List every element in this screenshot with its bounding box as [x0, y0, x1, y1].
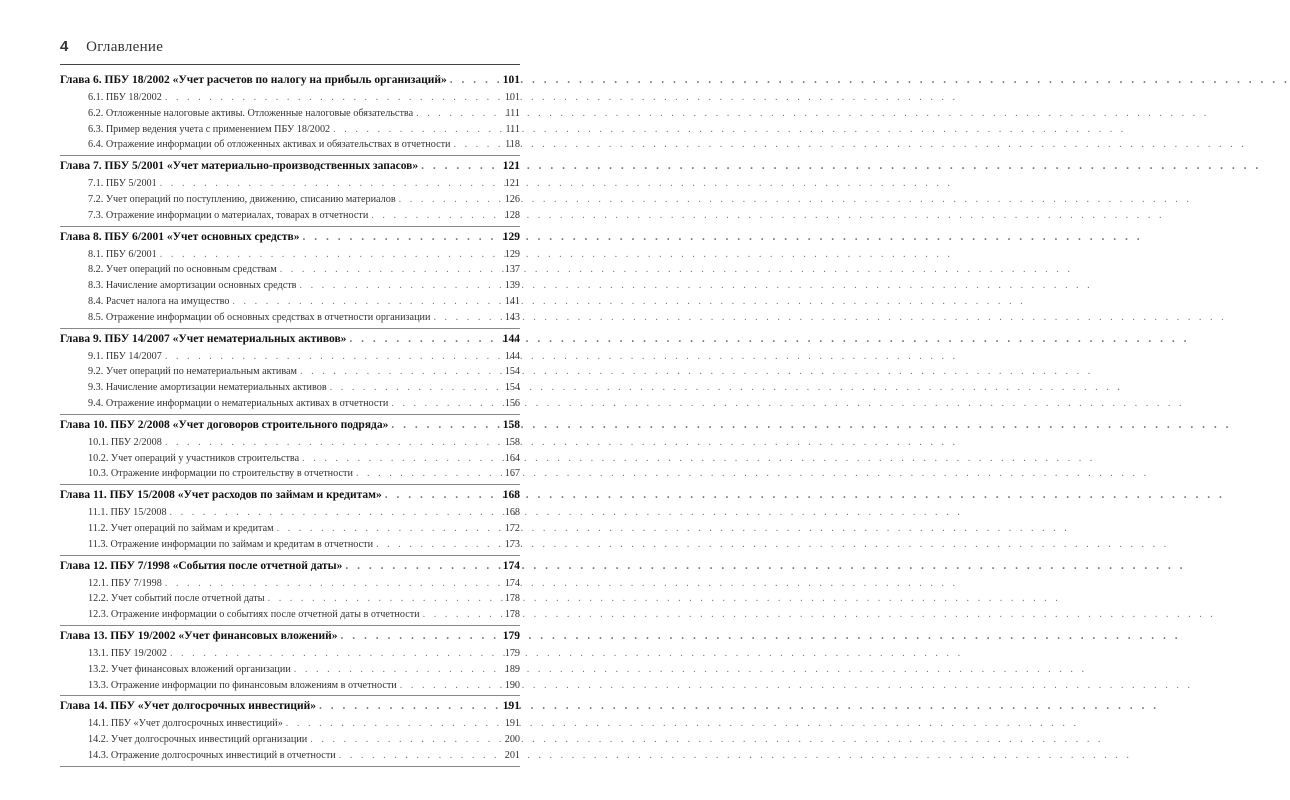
dot-leader [400, 678, 497, 694]
section-entry[interactable] [60, 278, 520, 294]
section-page: 139 [504, 280, 520, 292]
chapter-entry[interactable] [60, 485, 520, 505]
chapter-entry[interactable] [60, 696, 520, 716]
section-list [60, 247, 520, 326]
chapter-page: 174 [502, 559, 520, 572]
toc-chapter-6 [60, 70, 520, 156]
section-page: 168 [504, 507, 520, 519]
section-page: 179 [504, 647, 520, 659]
chapter-entry[interactable] [60, 329, 520, 349]
dot-leader [433, 310, 497, 326]
section-title: 6.3. Пример ведения учета с применением ПБУ 18/2002 [88, 123, 331, 135]
toc-chapter-13 [60, 626, 520, 696]
section-entry[interactable] [60, 90, 520, 106]
section-title: 11.2. Учет операций по займам и кредитам [88, 522, 274, 534]
section-title: 14.1. ПБУ «Учет долгосрочных инвестиций» [88, 718, 283, 730]
section-page: 121 [504, 178, 520, 190]
dot-leader [399, 192, 497, 208]
chapter-title: Глава 9. ПБУ 14/2007 «Учет нематериальных активов» [60, 332, 347, 345]
section-page: 156 [504, 397, 520, 409]
section-title: 9.2. Учет операций по нематериальным активам [88, 366, 298, 378]
section-entry[interactable] [60, 262, 520, 278]
dot-leader [349, 329, 497, 349]
section-page: 164 [504, 452, 520, 464]
section-entry[interactable] [60, 396, 520, 412]
chapter-title: Глава 13. ПБУ 19/2002 «Учет финансовых вложений» [60, 629, 338, 642]
dot-leader [450, 70, 497, 90]
section-page: 126 [504, 193, 520, 205]
section-title: 6.4. Отражение информации об отложенных активах и обязательствах в отчетности [88, 139, 451, 151]
section-entry[interactable] [60, 176, 520, 192]
dot-leader [356, 466, 497, 482]
section-page: 129 [504, 248, 520, 260]
dot-leader [165, 349, 497, 365]
section-entry[interactable] [60, 208, 520, 224]
dot-leader [165, 435, 497, 451]
dot-leader [170, 505, 497, 521]
section-page: 178 [504, 593, 520, 605]
section-entry[interactable] [60, 466, 520, 482]
dot-leader [160, 176, 497, 192]
dot-leader [303, 227, 497, 247]
section-title: 6.2. Отложенные налоговые активы. Отложенные налоговые обязательства [88, 107, 414, 119]
section-title: 10.1. ПБУ 2/2008 [88, 436, 162, 448]
section-page: 101 [504, 92, 520, 103]
section-page: 200 [504, 734, 520, 746]
dot-leader [391, 415, 497, 435]
chapter-entry[interactable] [60, 227, 520, 247]
section-page: 137 [504, 264, 520, 276]
section-entry[interactable] [60, 364, 520, 380]
section-title: 7.2. Учет операций по поступлению, движению, списанию материалов [88, 193, 396, 205]
dot-leader [299, 278, 497, 294]
chapter-title: Глава 10. ПБУ 2/2008 «Учет договоров строительного подряда» [60, 418, 389, 431]
section-page: 191 [504, 718, 520, 730]
section-entry[interactable] [60, 435, 520, 451]
section-entry[interactable] [60, 380, 520, 396]
section-title: 8.2. Учет операций по основным средствам [88, 264, 277, 276]
chapter-title: Глава 14. ПБУ «Учет долгосрочных инвестиций» [60, 700, 317, 713]
section-title: 13.3. Отражение информации по финансовым вложениям в отчетности [88, 679, 397, 691]
dot-leader [300, 364, 497, 380]
section-list [60, 505, 520, 552]
chapter-page: 129 [502, 230, 520, 243]
toc-chapter-9 [60, 329, 520, 415]
header-rule [60, 64, 520, 65]
section-page: 174 [504, 577, 520, 589]
section-title: 11.3. Отражение информации по займам и кредитам в отчетности [88, 538, 374, 550]
section-entry[interactable] [60, 521, 520, 537]
section-entry[interactable] [60, 537, 520, 553]
dot-leader [385, 485, 497, 505]
chapter-title: Глава 8. ПБУ 6/2001 «Учет основных средств» [60, 230, 300, 243]
dot-leader [310, 732, 497, 748]
dot-leader [165, 576, 497, 592]
section-page: 144 [504, 350, 520, 362]
section-title: 14.3. Отражение долгосрочных инвестиций в отчетности [88, 749, 336, 761]
section-page: 158 [504, 436, 520, 448]
chapter-page: 179 [502, 629, 520, 642]
section-title: 12.2. Учет событий после отчетной даты [88, 593, 265, 605]
section-title: 7.3. Отражение информации о материалах, товарах в отчетности [88, 209, 369, 221]
running-title: Оглавление [86, 39, 164, 55]
section-title: 9.1. ПБУ 14/2007 [88, 350, 162, 362]
section-title: 10.2. Учет операций у участников строительства [88, 452, 300, 464]
toc-chapter-11 [60, 485, 520, 555]
chapter-page: 191 [502, 700, 520, 713]
chapter-entry[interactable] [60, 70, 520, 90]
dot-leader [280, 262, 497, 278]
chapter-entry[interactable] [60, 626, 520, 646]
dot-leader [341, 626, 498, 646]
section-title: 12.1. ПБУ 7/1998 [88, 577, 162, 589]
section-entry[interactable] [60, 451, 520, 467]
section-entry[interactable] [60, 247, 520, 263]
dot-leader [232, 294, 497, 310]
section-entry[interactable] [60, 576, 520, 592]
section-entry[interactable] [60, 607, 520, 623]
dot-leader [268, 591, 497, 607]
section-entry[interactable] [60, 310, 520, 326]
section-title: 14.2. Учет долгосрочных инвестиций организации [88, 734, 308, 746]
section-title: 10.3. Отражение информации по строительству в отчетности [88, 468, 353, 480]
dot-leader [339, 748, 497, 764]
toc-chapter-12 [60, 556, 520, 626]
chapter-title: Глава 11. ПБУ 15/2008 «Учет расходов по займам и кредитам» [60, 489, 382, 502]
chapter-page: 144 [502, 332, 520, 345]
dot-leader [277, 521, 497, 537]
dot-leader [330, 380, 497, 396]
section-entry[interactable] [60, 349, 520, 365]
dot-leader [421, 156, 497, 176]
section-title: 9.3. Начисление амортизации нематериальных активов [88, 382, 327, 394]
section-entry[interactable] [60, 732, 520, 748]
dot-leader [376, 537, 497, 553]
dot-leader [333, 122, 497, 138]
section-entry[interactable] [60, 505, 520, 521]
section-page: 143 [504, 311, 520, 323]
section-title: 8.4. Расчет налога на имущество [88, 295, 230, 307]
toc-chapter-10 [60, 415, 520, 485]
section-page: 190 [504, 679, 520, 691]
chapter-entry[interactable] [60, 556, 520, 576]
section-entry[interactable] [60, 122, 520, 138]
chapter-separator [60, 766, 520, 767]
dot-leader [454, 137, 497, 153]
toc-chapter-14 [60, 696, 520, 766]
section-title: 11.1. ПБУ 15/2008 [88, 507, 167, 519]
section-list [60, 716, 520, 763]
section-list [60, 646, 520, 693]
table-of-contents [60, 70, 520, 767]
dot-leader [391, 396, 497, 412]
dot-leader [160, 247, 497, 263]
section-entry[interactable] [60, 591, 520, 607]
section-title: 9.4. Отражение информации о нематериальных активах в отчетности [88, 397, 389, 409]
section-title: 8.3. Начисление амортизации основных средств [88, 280, 297, 292]
dot-leader [286, 716, 497, 732]
toc-chapter-8 [60, 227, 520, 329]
section-title: 8.1. ПБУ 6/2001 [88, 248, 157, 260]
section-title: 13.1. ПБУ 19/2002 [88, 647, 167, 659]
dot-leader [170, 646, 497, 662]
chapter-title: Глава 6. ПБУ 18/2002 «Учет расчетов по налогу на прибыль организаций» [60, 74, 447, 86]
book-page [0, 0, 556, 800]
section-title: 7.1. ПБУ 5/2001 [88, 178, 157, 190]
section-title: 12.3. Отражение информации о событиях после отчетной даты в отчетности [88, 609, 420, 621]
running-header [60, 38, 520, 56]
section-list [60, 90, 520, 153]
section-page: 172 [504, 522, 520, 534]
section-page: 111 [505, 107, 520, 119]
dot-leader [371, 208, 497, 224]
section-page: 141 [504, 295, 520, 307]
section-list [60, 435, 520, 482]
chapter-entry[interactable] [60, 415, 520, 435]
dot-leader [416, 106, 497, 122]
section-title: 8.5. Отражение информации об основных средствах в отчетности организации [88, 311, 431, 323]
section-entry[interactable] [60, 678, 520, 694]
section-entry[interactable] [60, 646, 520, 662]
section-entry[interactable] [60, 748, 520, 764]
section-page: 111 [505, 123, 520, 135]
section-entry[interactable] [60, 294, 520, 310]
section-entry[interactable] [60, 137, 520, 153]
section-page: 178 [504, 609, 520, 621]
section-page: 118 [505, 139, 520, 151]
section-page: 154 [504, 366, 520, 378]
chapter-entry[interactable] [60, 156, 520, 176]
dot-leader [165, 90, 497, 106]
section-page: 128 [504, 209, 520, 221]
section-list [60, 576, 520, 623]
dot-leader [302, 451, 497, 467]
dot-leader [294, 662, 497, 678]
dot-leader [423, 607, 497, 623]
chapter-title: Глава 7. ПБУ 5/2001 «Учет материально-производственных запасов» [60, 160, 419, 173]
section-entry[interactable] [60, 662, 520, 678]
chapter-page: 101 [502, 74, 520, 86]
section-page: 154 [504, 382, 520, 394]
section-page: 189 [504, 663, 520, 675]
dot-leader [345, 556, 497, 576]
section-list [60, 176, 520, 223]
chapter-page: 158 [502, 418, 520, 431]
section-entry[interactable] [60, 106, 520, 122]
section-title: 13.2. Учет финансовых вложений организации [88, 663, 291, 675]
section-list [60, 349, 520, 412]
section-page: 201 [504, 749, 520, 761]
chapter-page: 121 [502, 160, 520, 173]
dot-leader [319, 696, 497, 716]
section-page: 167 [504, 468, 520, 480]
chapter-page: 168 [502, 489, 520, 502]
page-number: 4 [60, 38, 69, 55]
section-title: 6.1. ПБУ 18/2002 [88, 92, 162, 103]
section-entry[interactable] [60, 716, 520, 732]
toc-chapter-7 [60, 156, 520, 226]
section-page: 173 [504, 538, 520, 550]
section-entry[interactable] [60, 192, 520, 208]
chapter-title: Глава 12. ПБУ 7/1998 «События после отчетной даты» [60, 559, 343, 572]
